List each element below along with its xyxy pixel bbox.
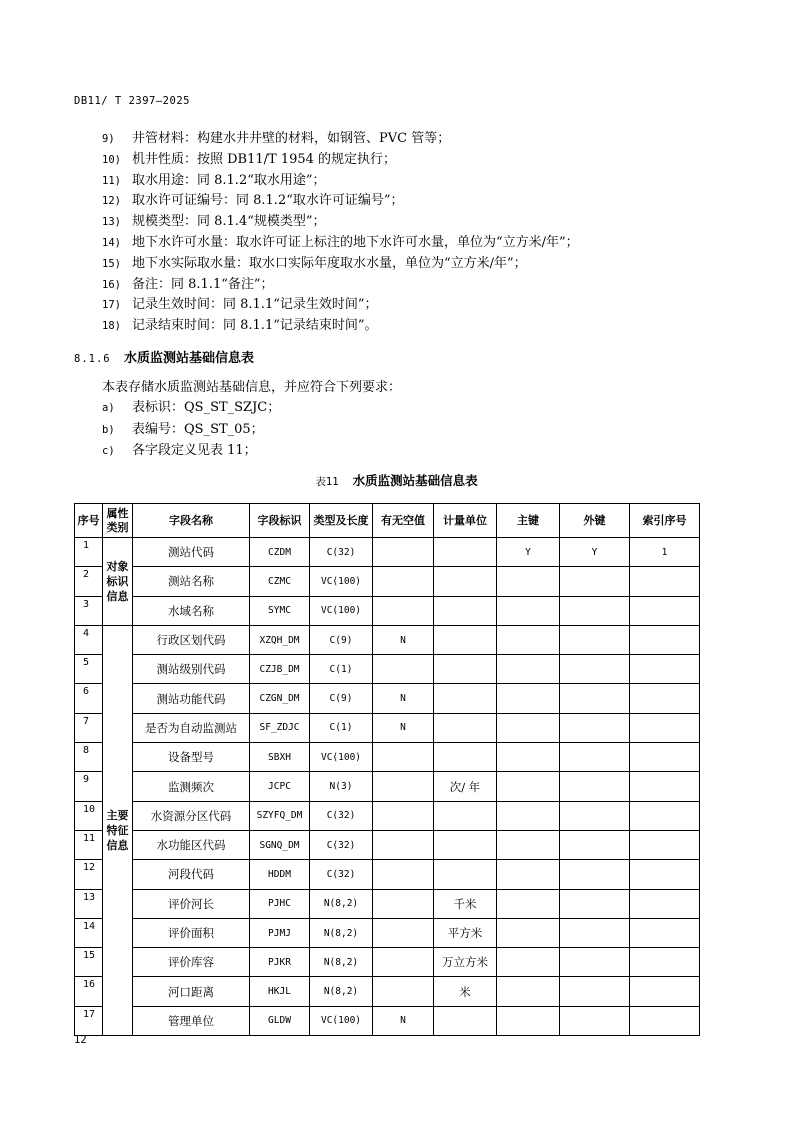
cell-index bbox=[630, 977, 700, 1006]
cell-index bbox=[630, 567, 700, 596]
cell-field-name: 行政区划代码 bbox=[133, 625, 250, 654]
cell-foreign-key bbox=[560, 830, 630, 859]
section-number: 8.1.6 bbox=[74, 353, 111, 365]
table-row bbox=[75, 948, 700, 977]
cell-seq: 15 bbox=[75, 948, 103, 977]
list-item-text: 取水许可证编号：同 8.1.2“取水许可证编号”； bbox=[132, 193, 404, 209]
list-item-number: 16) bbox=[102, 278, 121, 291]
cell-field-id: GLDW bbox=[250, 1006, 310, 1035]
cell-unit: 平方米 bbox=[434, 918, 497, 947]
table-row bbox=[75, 801, 700, 830]
cell-field-name: 河口距离 bbox=[133, 977, 250, 1006]
cell-field-name: 评价库容 bbox=[133, 948, 250, 977]
cell-type-length: N(8,2) bbox=[310, 948, 373, 977]
cell-foreign-key bbox=[560, 918, 630, 947]
table-row bbox=[75, 860, 700, 889]
cell-primary-key bbox=[497, 948, 560, 977]
cell-foreign-key: Y bbox=[560, 538, 630, 567]
field-description-list bbox=[102, 129, 579, 337]
cell-field-id: CZGN_DM bbox=[250, 684, 310, 713]
requirements-list bbox=[102, 397, 280, 462]
cell-unit bbox=[434, 743, 497, 772]
list-item bbox=[102, 212, 579, 233]
requirement-label: b) bbox=[102, 423, 115, 436]
list-item-text: 地下水实际取水量：取水口实际年度取水水量，单位为“立方米/年”； bbox=[132, 255, 527, 271]
cell-seq: 4 bbox=[75, 625, 103, 654]
cell-seq: 3 bbox=[75, 596, 103, 625]
cell-nullable bbox=[373, 538, 434, 567]
cell-field-id: HDDM bbox=[250, 860, 310, 889]
cell-unit bbox=[434, 684, 497, 713]
cell-index bbox=[630, 948, 700, 977]
cell-nullable: N bbox=[373, 625, 434, 654]
cell-index bbox=[630, 596, 700, 625]
cell-primary-key bbox=[497, 860, 560, 889]
header-foreign-key: 外键 bbox=[560, 504, 630, 538]
requirement-item bbox=[102, 397, 280, 419]
intro-paragraph: 本表存储水质监测站基础信息，并应符合下列要求： bbox=[102, 380, 402, 395]
cell-unit bbox=[434, 655, 497, 684]
cell-nullable bbox=[373, 977, 434, 1006]
cell-unit bbox=[434, 596, 497, 625]
cell-primary-key bbox=[497, 830, 560, 859]
cell-nullable bbox=[373, 655, 434, 684]
cell-unit bbox=[434, 567, 497, 596]
cell-unit bbox=[434, 1006, 497, 1035]
cell-field-id: CZJB_DM bbox=[250, 655, 310, 684]
cell-index bbox=[630, 801, 700, 830]
table-row bbox=[75, 889, 700, 918]
cell-nullable: N bbox=[373, 684, 434, 713]
cell-foreign-key bbox=[560, 772, 630, 801]
table-row bbox=[75, 538, 700, 567]
list-item-text: 记录生效时间：同 8.1.1“记录生效时间”； bbox=[132, 297, 378, 313]
cell-seq: 13 bbox=[75, 889, 103, 918]
cell-nullable bbox=[373, 772, 434, 801]
cell-foreign-key bbox=[560, 655, 630, 684]
cell-field-name: 测站名称 bbox=[133, 567, 250, 596]
table-header-row bbox=[75, 504, 700, 538]
cell-type-length: VC(100) bbox=[310, 596, 373, 625]
cell-nullable: N bbox=[373, 713, 434, 742]
cell-field-id: SZYFQ_DM bbox=[250, 801, 310, 830]
cell-seq: 6 bbox=[75, 684, 103, 713]
cell-seq: 10 bbox=[75, 801, 103, 830]
section-heading bbox=[74, 347, 254, 366]
list-item bbox=[102, 275, 579, 296]
cell-primary-key bbox=[497, 743, 560, 772]
list-item-number: 14) bbox=[102, 236, 121, 249]
cell-primary-key bbox=[497, 625, 560, 654]
cell-field-name: 测站代码 bbox=[133, 538, 250, 567]
table-row bbox=[75, 713, 700, 742]
list-item-text: 机井性质：按照 DB11/T 1954 的规定执行； bbox=[132, 151, 397, 167]
cell-type-length: C(9) bbox=[310, 625, 373, 654]
cell-seq: 12 bbox=[75, 860, 103, 889]
cell-type-length: N(8,2) bbox=[310, 977, 373, 1006]
cell-index: 1 bbox=[630, 538, 700, 567]
cell-type-length: C(32) bbox=[310, 538, 373, 567]
cell-unit bbox=[434, 538, 497, 567]
cell-primary-key bbox=[497, 1006, 560, 1035]
cell-field-id: SF_ZDJC bbox=[250, 713, 310, 742]
list-item-number: 9) bbox=[102, 133, 115, 145]
cell-field-id: SBXH bbox=[250, 743, 310, 772]
table-row bbox=[75, 567, 700, 596]
list-item bbox=[102, 171, 579, 192]
table-row bbox=[75, 625, 700, 654]
list-item-number: 18) bbox=[102, 320, 121, 333]
cell-seq: 7 bbox=[75, 713, 103, 742]
cell-foreign-key bbox=[560, 596, 630, 625]
cell-category-object: 对象标识信息 bbox=[103, 538, 133, 626]
cell-nullable bbox=[373, 889, 434, 918]
cell-type-length: C(32) bbox=[310, 801, 373, 830]
requirement-label: c) bbox=[102, 445, 115, 457]
cell-type-length: C(32) bbox=[310, 830, 373, 859]
cell-unit bbox=[434, 801, 497, 830]
cell-type-length: VC(100) bbox=[310, 743, 373, 772]
cell-field-id: CZMC bbox=[250, 567, 310, 596]
cell-nullable bbox=[373, 918, 434, 947]
cell-foreign-key bbox=[560, 801, 630, 830]
list-item bbox=[102, 191, 579, 212]
cell-foreign-key bbox=[560, 743, 630, 772]
cell-field-name: 水资源分区代码 bbox=[133, 801, 250, 830]
cell-unit bbox=[434, 625, 497, 654]
table-row bbox=[75, 918, 700, 947]
cell-foreign-key bbox=[560, 713, 630, 742]
table-row bbox=[75, 772, 700, 801]
header-field-id: 字段标识 bbox=[250, 504, 310, 538]
cell-index bbox=[630, 830, 700, 859]
list-item-text: 记录结束时间：同 8.1.1“记录结束时间”。 bbox=[132, 318, 378, 334]
cell-type-length: C(32) bbox=[310, 860, 373, 889]
cell-unit: 千米 bbox=[434, 889, 497, 918]
cell-nullable bbox=[373, 567, 434, 596]
requirement-text: 表标识：QS_ST_SZJC； bbox=[132, 400, 281, 415]
list-item-text: 备注：同 8.1.1“备注”； bbox=[132, 276, 274, 292]
table-row bbox=[75, 830, 700, 859]
cell-field-name: 测站功能代码 bbox=[133, 684, 250, 713]
cell-primary-key bbox=[497, 684, 560, 713]
cell-foreign-key bbox=[560, 977, 630, 1006]
cell-field-id: CZDM bbox=[250, 538, 310, 567]
cell-unit bbox=[434, 860, 497, 889]
header-type-length: 类型及长度 bbox=[310, 504, 373, 538]
cell-seq: 14 bbox=[75, 918, 103, 947]
header-seq: 序号 bbox=[75, 504, 103, 538]
table-row bbox=[75, 596, 700, 625]
field-definition-table bbox=[74, 503, 700, 1036]
cell-field-id: XZQH_DM bbox=[250, 625, 310, 654]
cell-nullable: N bbox=[373, 1006, 434, 1035]
cell-primary-key bbox=[497, 713, 560, 742]
table-caption-number: 表11 bbox=[315, 476, 339, 488]
cell-unit: 次/ 年 bbox=[434, 772, 497, 801]
cell-nullable bbox=[373, 860, 434, 889]
cell-field-id: SGNQ_DM bbox=[250, 830, 310, 859]
cell-type-length: VC(100) bbox=[310, 567, 373, 596]
cell-nullable bbox=[373, 596, 434, 625]
cell-seq: 17 bbox=[75, 1006, 103, 1035]
cell-nullable bbox=[373, 948, 434, 977]
list-item-number: 17) bbox=[102, 299, 121, 312]
cell-unit: 万立方米 bbox=[434, 948, 497, 977]
cell-type-length: N(8,2) bbox=[310, 889, 373, 918]
list-item bbox=[102, 316, 579, 337]
requirement-item bbox=[102, 440, 280, 462]
cell-index bbox=[630, 860, 700, 889]
cell-index bbox=[630, 743, 700, 772]
cell-primary-key bbox=[497, 567, 560, 596]
table-caption-title: 水质监测站基础信息表 bbox=[352, 473, 478, 488]
cell-type-length: C(1) bbox=[310, 655, 373, 684]
cell-primary-key: Y bbox=[497, 538, 560, 567]
cell-field-name: 河段代码 bbox=[133, 860, 250, 889]
cell-primary-key bbox=[497, 801, 560, 830]
cell-index bbox=[630, 918, 700, 947]
table-row bbox=[75, 684, 700, 713]
list-item-number: 15) bbox=[102, 257, 121, 270]
cell-foreign-key bbox=[560, 625, 630, 654]
cell-index bbox=[630, 772, 700, 801]
cell-primary-key bbox=[497, 772, 560, 801]
cell-field-name: 监测频次 bbox=[133, 772, 250, 801]
table-row bbox=[75, 655, 700, 684]
cell-field-name: 是否为自动监测站 bbox=[133, 713, 250, 742]
cell-field-name: 评价面积 bbox=[133, 918, 250, 947]
cell-field-id: PJKR bbox=[250, 948, 310, 977]
cell-field-name: 水功能区代码 bbox=[133, 830, 250, 859]
list-item-number: 11) bbox=[102, 174, 121, 187]
page-number: 12 bbox=[74, 1034, 87, 1046]
cell-unit: 米 bbox=[434, 977, 497, 1006]
list-item bbox=[102, 150, 579, 171]
cell-index bbox=[630, 684, 700, 713]
header-unit: 计量单位 bbox=[434, 504, 497, 538]
cell-unit bbox=[434, 830, 497, 859]
cell-seq: 5 bbox=[75, 655, 103, 684]
requirement-item bbox=[102, 419, 280, 441]
cell-type-length: N(3) bbox=[310, 772, 373, 801]
table-row bbox=[75, 977, 700, 1006]
list-item bbox=[102, 233, 579, 254]
cell-index bbox=[630, 655, 700, 684]
cell-field-id: HKJL bbox=[250, 977, 310, 1006]
cell-type-length: N(8,2) bbox=[310, 918, 373, 947]
requirement-label: a) bbox=[102, 402, 115, 414]
header-category: 属性类别 bbox=[103, 504, 133, 538]
cell-foreign-key bbox=[560, 889, 630, 918]
cell-primary-key bbox=[497, 889, 560, 918]
cell-field-name: 设备型号 bbox=[133, 743, 250, 772]
header-primary-key: 主键 bbox=[497, 504, 560, 538]
cell-field-id: PJHC bbox=[250, 889, 310, 918]
cell-field-id: PJMJ bbox=[250, 918, 310, 947]
cell-type-length: VC(100) bbox=[310, 1006, 373, 1035]
cell-field-id: SYMC bbox=[250, 596, 310, 625]
cell-field-id: JCPC bbox=[250, 772, 310, 801]
cell-primary-key bbox=[497, 655, 560, 684]
cell-field-name: 测站级别代码 bbox=[133, 655, 250, 684]
cell-seq: 16 bbox=[75, 977, 103, 1006]
table-caption bbox=[0, 471, 793, 489]
cell-seq: 9 bbox=[75, 772, 103, 801]
cell-foreign-key bbox=[560, 948, 630, 977]
section-title: 水质监测站基础信息表 bbox=[124, 351, 255, 366]
list-item bbox=[102, 129, 579, 150]
header-field-name: 字段名称 bbox=[133, 504, 250, 538]
cell-foreign-key bbox=[560, 1006, 630, 1035]
cell-field-name: 评价河长 bbox=[133, 889, 250, 918]
list-item-text: 取水用途：同 8.1.2“取水用途”； bbox=[132, 172, 326, 188]
cell-index bbox=[630, 713, 700, 742]
requirement-text: 表编号：QS_ST_05； bbox=[132, 421, 264, 437]
cell-index bbox=[630, 1006, 700, 1035]
table-row bbox=[75, 1006, 700, 1035]
cell-primary-key bbox=[497, 918, 560, 947]
cell-foreign-key bbox=[560, 684, 630, 713]
cell-nullable bbox=[373, 830, 434, 859]
cell-field-name: 管理单位 bbox=[133, 1006, 250, 1035]
cell-nullable bbox=[373, 801, 434, 830]
list-item-text: 井管材料：构建水井井壁的材料，如钢管、PVC 管等； bbox=[132, 131, 451, 146]
cell-seq: 2 bbox=[75, 567, 103, 596]
list-item-text: 规模类型：同 8.1.4“规模类型”； bbox=[132, 214, 326, 230]
cell-field-name: 水域名称 bbox=[133, 596, 250, 625]
header-nullable: 有无空值 bbox=[373, 504, 434, 538]
list-item bbox=[102, 295, 579, 316]
cell-primary-key bbox=[497, 977, 560, 1006]
cell-category-main: 主要特征信息 bbox=[103, 625, 133, 1035]
list-item bbox=[102, 254, 579, 275]
cell-index bbox=[630, 625, 700, 654]
header-index: 索引序号 bbox=[630, 504, 700, 538]
cell-nullable bbox=[373, 743, 434, 772]
list-item-number: 12) bbox=[102, 195, 121, 208]
cell-type-length: C(1) bbox=[310, 713, 373, 742]
list-item-text: 地下水许可水量：取水许可证上标注的地下水许可水量，单位为“立方米/年”； bbox=[132, 234, 579, 250]
list-item-number: 10) bbox=[102, 153, 121, 166]
cell-primary-key bbox=[497, 596, 560, 625]
document-header-code: DB11/ T 2397—2025 bbox=[74, 95, 190, 107]
cell-foreign-key bbox=[560, 860, 630, 889]
cell-foreign-key bbox=[560, 567, 630, 596]
list-item-number: 13) bbox=[102, 216, 121, 229]
cell-index bbox=[630, 889, 700, 918]
cell-seq: 11 bbox=[75, 830, 103, 859]
table-row bbox=[75, 743, 700, 772]
requirement-text: 各字段定义见表 11； bbox=[132, 443, 257, 458]
cell-seq: 8 bbox=[75, 743, 103, 772]
cell-type-length: C(9) bbox=[310, 684, 373, 713]
cell-unit bbox=[434, 713, 497, 742]
cell-seq: 1 bbox=[75, 538, 103, 567]
